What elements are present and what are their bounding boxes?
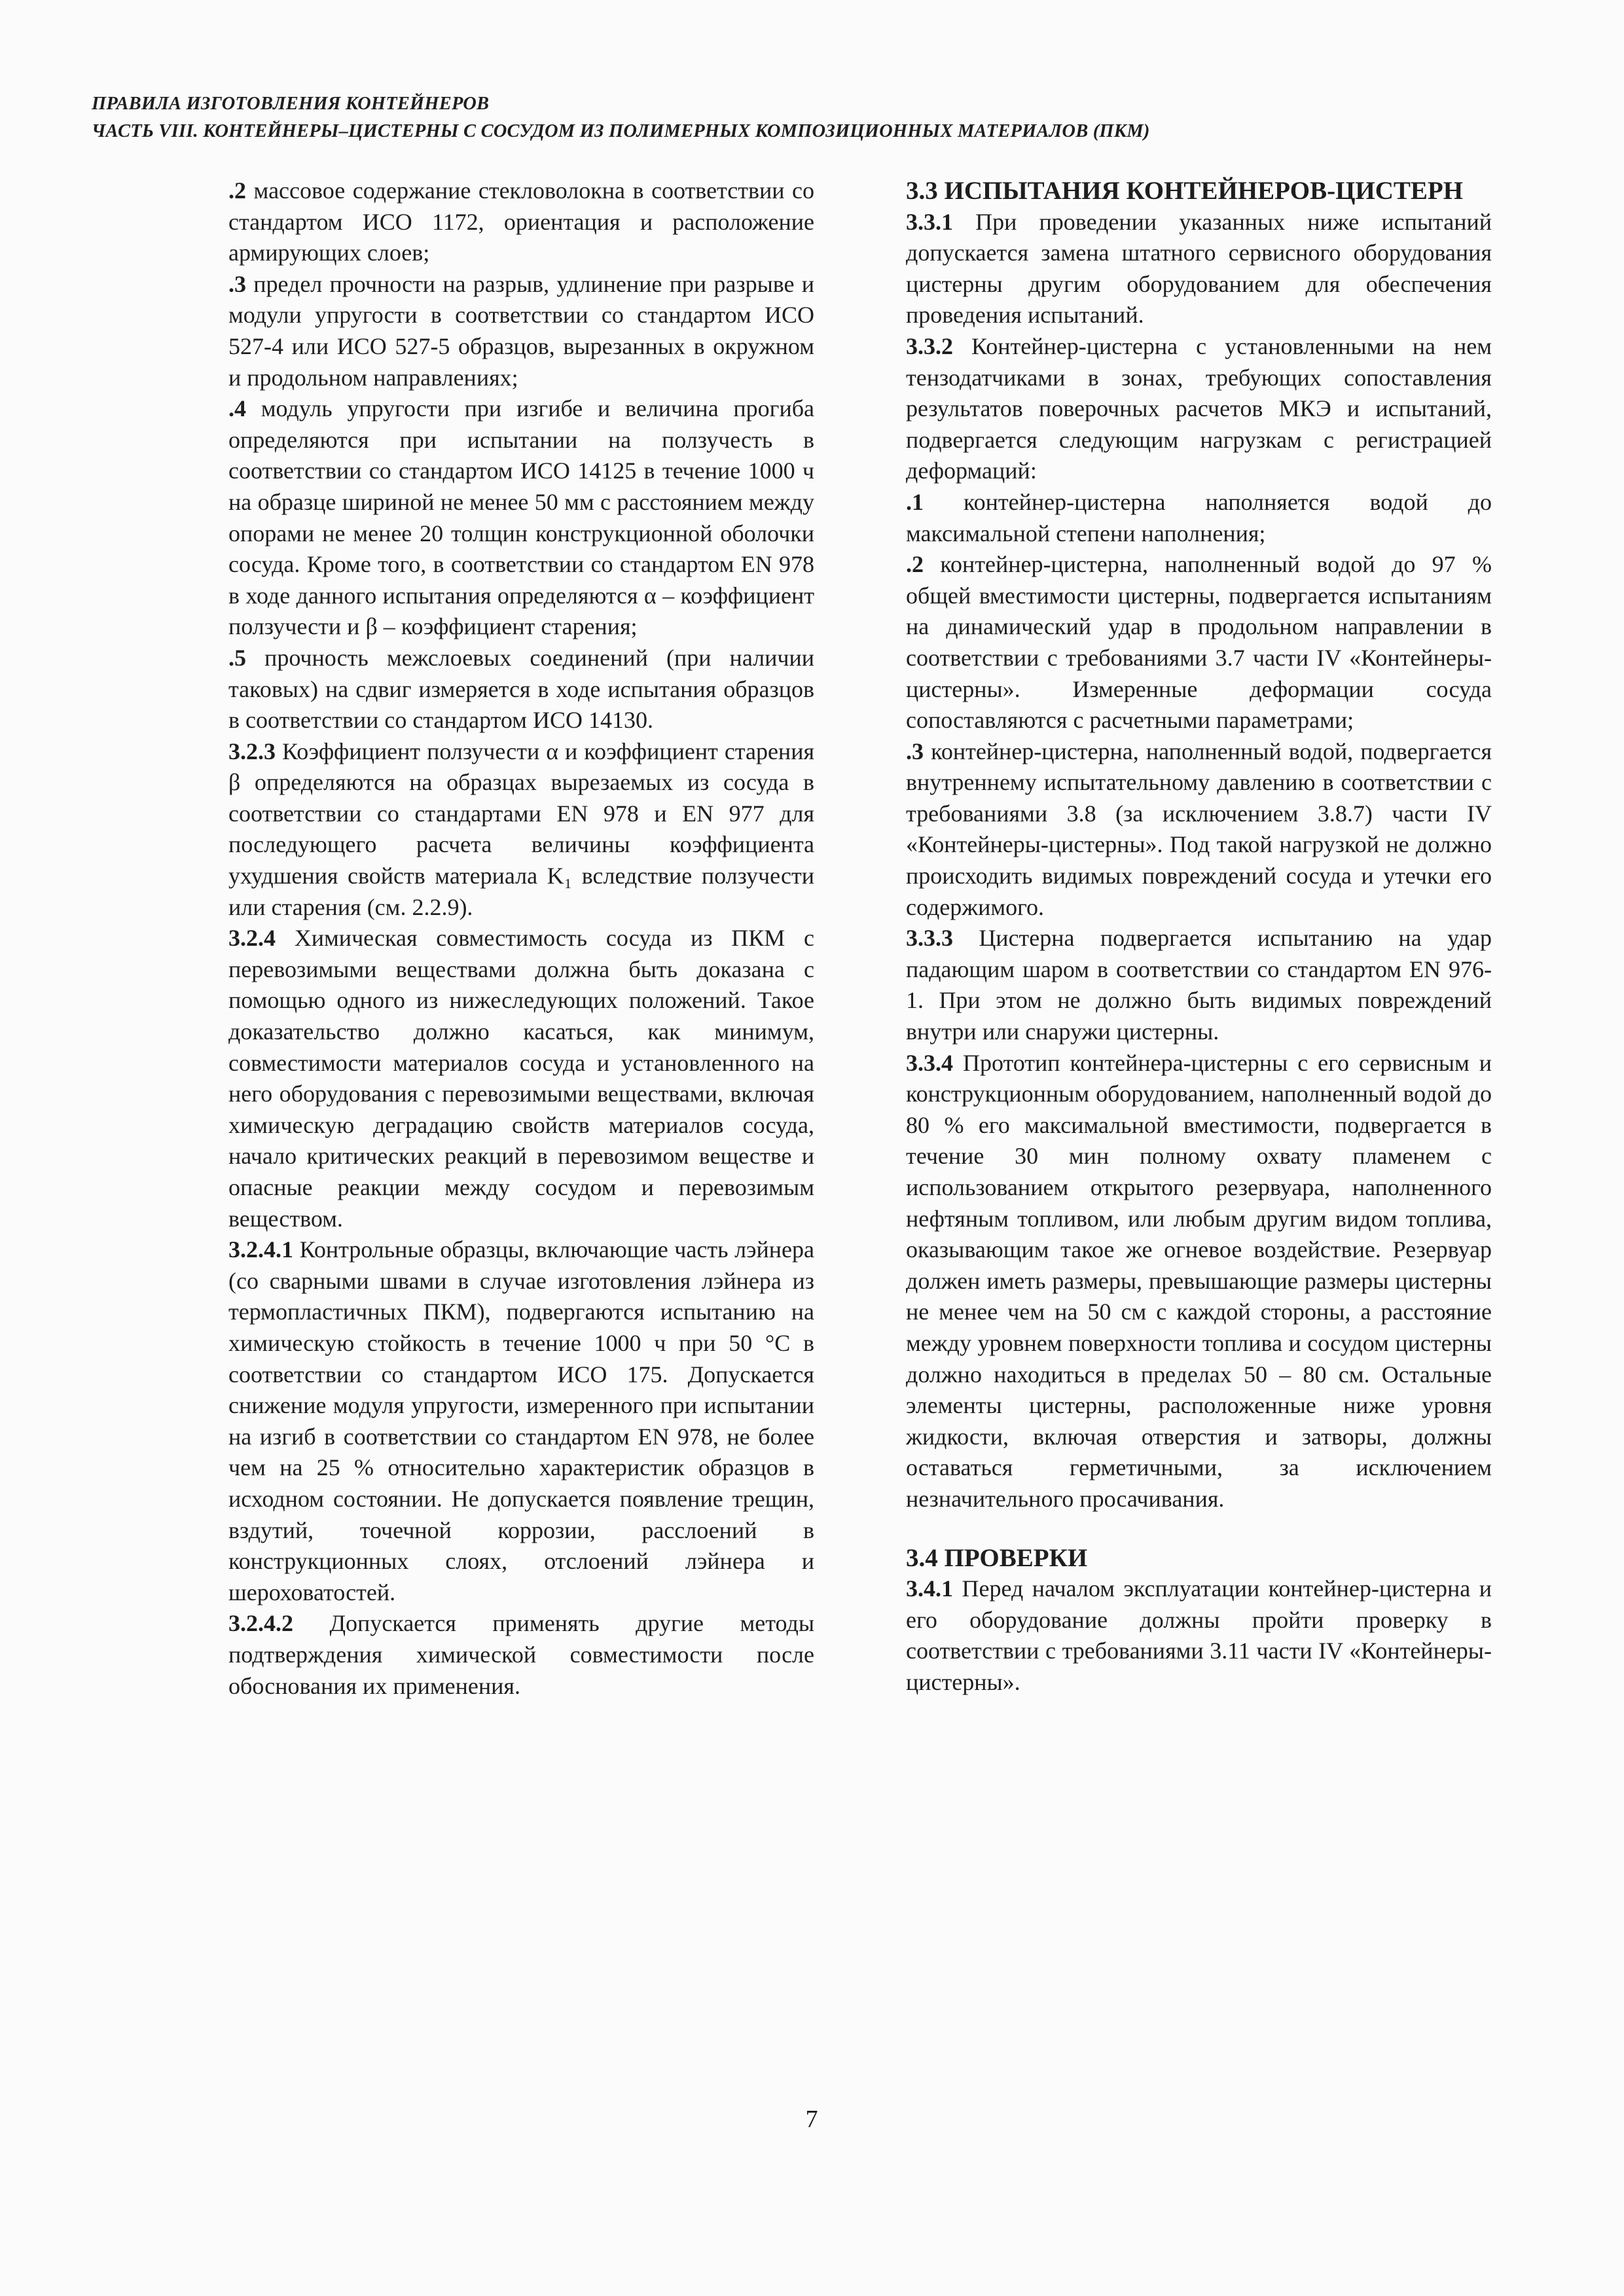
paragraph-label: 3.3.2 [906,332,953,359]
paragraph-text: контейнер-цистерна наполняется водой до максимальной степени наполнения; [906,488,1492,547]
section-heading-3-4: 3.4 ПРОВЕРКИ [906,1543,1088,1572]
paragraph-label: .4 [228,395,246,422]
paragraph-label: .1 [906,488,924,515]
paragraph-text: Контейнер-цистерна с установленными на нем тензодатчиками в зонах, требующих сопоставления результатов поверочных расчетов МКЭ и испытаний, подвергается следующим нагрузкам с регистрацией деформаций: [906,332,1492,484]
paragraph-text: модуль упругости при изгибе и величина прогиба определяются при испытании на ползучесть в соответствии со стандартом ИСО 14125 в течение 1000 ч на образце шириной не менее 50 мм с расстоянием между опорами не менее 20 толщин конструкционной оболочки сосуда. Кроме того, в соответствии со стандартом EN 978 в ходе данного испытания определяются α – коэффициент ползучести и β – коэффициент старения; [228,395,815,640]
paragraph-text: массовое содержание стекловолокна в соответствии со стандартом ИСО 1172, ориентация и расположение армирующих слоев; [228,177,815,266]
paragraph-label: .2 [228,177,246,204]
paragraph-3-2-4 [228,923,814,1234]
paragraph-item-5 [228,643,814,736]
paragraph-label: 3.3.4 [906,1049,953,1076]
paragraph-text: Прототип контейнера-цистерны с его сервисным и конструкционным оборудованием, наполненный водой до 80 % его максимальной вместимости, подвергается в течение 30 мин полному охвату пламенем с использованием открытого резервуара, наполненного нефтяным топливом, или любым другим видом топлива, оказывающим такое же огневое воздействие. Резервуар должен иметь размеры, превышающие размеры цистерны не менее чем на 50 см с каждой стороны, а расстояние между уровнем поверхности топлива и сосудом цистерны должно находиться в пределах 50 – 80 см. Остальные элементы цистерны, расположенные ниже уровня жидкости, включая отверстия и затворы, должны оставаться герметичными, за исключением незначительного просачивания. [906,1049,1492,1512]
page-number: 7 [805,2106,818,2133]
paragraph-text: Химическая совместимость сосуда из ПКМ с перевозимыми веществами должна быть доказана с помощью одного из нижеследующих положений. Такое доказательство должно касаться, как минимум, совместимости материалов сосуда и установленного на него оборудования с перевозимыми веществами, включая химическую деградацию свойств материалов сосуда, начало критических реакций в перевозимом веществе и опасные реакции между сосудом и перевозимым веществом. [228,925,814,1232]
paragraph-text: предел прочности на разрыв, удлинение при разрыве и модули упругости в соответствии со стандартом ИСО 527-4 или ИСО 527-5 образцов, вырезанных в окружном и продольном направлениях; [228,270,815,391]
paragraph-text: Допускается применять другие методы подтверждения химической совместимости после обоснования их применения. [228,1610,815,1699]
running-head-line-2: ЧАСТЬ VIII. КОНТЕЙНЕРЫ–ЦИСТЕРНЫ С СОСУДОМ ИЗ ПОЛИМЕРНЫХ КОМПОЗИЦИОННЫХ МАТЕРИАЛОВ (ПКМ) [92,121,1150,141]
paragraph-text: Контрольные образцы, включающие часть лэйнера (со сварными швами в случае изготовления лэйнера из термопластичных ПКМ), подвергаются испытанию на химическую стойкость в течение 1000 ч при 50 °C в соответствии со стандартом ИСО 175. Допускается снижение модуля упругости, измеренного при испытании на изгиб в соответствии со стандартом EN 978, не более чем на 25 % относительно характеристик образцов в исходном состоянии. Не допускается появление трещин, вздутий, точечной коррозии, расслоений в конструкционных слоях, отслоений лэйнера и шероховатостей. [228,1236,814,1605]
paragraph-label: 3.2.4.2 [228,1610,293,1637]
paragraph-text: При проведении указанных ниже испытаний допускается замена штатного сервисного оборудования цистерны другим оборудованием для обеспечения проведения испытаний. [906,208,1492,329]
paragraph-label: 3.3.3 [906,925,953,952]
paragraph-item-1 [906,487,1492,549]
running-head [92,90,1532,145]
paragraph-item-2 [906,549,1492,736]
paragraph-label: 3.2.4.1 [228,1236,293,1263]
paragraph-text: контейнер-цистерна, наполненный водой до 97 % общей вместимости цистерны, подвергается испытаниям на динамический удар в продольном направлении в соответствии с требованиями 3.7 части IV «Контейнеры-цистерны». Измеренные деформации сосуда сопоставляются с расчетными параметрами; [906,551,1492,734]
paragraph-3-3-4 [906,1048,1492,1515]
paragraph-label: 3.3.1 [906,208,953,235]
paragraph-3-2-4-2 [228,1608,814,1702]
paragraph-label: .3 [906,738,924,764]
paragraph-text: контейнер-цистерна, наполненный водой, подвергается внутреннему испытательному давлению в соответствии с требованиями 3.8 (за исключением 3.8.7) части IV «Контейнеры-цистерны». Под такой нагрузкой не должно происходить видимых повреждений сосуда и утечки его содержимого. [906,738,1492,920]
paragraph-text: прочность межслоевых соединений (при наличии таковых) на сдвиг измеряется в ходе испытания образцов в соответствии со стандартом ИСО 14130. [228,644,814,734]
paragraph-label: 3.4.1 [906,1575,953,1602]
paragraph-3-2-4-1 [228,1234,814,1608]
paragraph-label: 3.2.3 [228,738,276,764]
paragraph-label: .3 [228,270,246,297]
paragraph-3-3-2 [906,331,1492,487]
paragraph-item-3 [906,736,1492,924]
paragraph-label: 3.2.4 [228,925,276,952]
paragraph-item-4 [228,393,814,643]
paragraph-3-4-1 [906,1573,1492,1698]
paragraph-label: .5 [228,644,246,671]
paragraph-text: Цистерна подвергается испытанию на удар падающим шаром в соответствии со стандартом EN 976-1. При этом не должно быть видимых повреждений внутри или снаружи цистерны. [906,925,1492,1045]
left-column [228,175,814,1702]
section-heading-3-3: 3.3 ИСПЫТАНИЯ КОНТЕЙНЕРОВ-ЦИСТЕРН [906,177,1464,205]
paragraph-3-3-1 [906,207,1492,331]
paragraph-text: Коэффициент ползучести α и коэффициент старения β определяются на образцах вырезаемых из сосуда в соответствии со стандартами EN 978 и EN 977 для последующего расчета величины коэффициента ухудшения свойств материала K₁ вследствие ползучести или старения (см. 2.2.9). [228,738,815,920]
paragraph-item-3 [228,269,814,393]
paragraph-text: Перед началом эксплуатации контейнер-цистерна и его оборудование должны пройти проверку в соответствии с требованиями 3.11 части IV «Контейнеры-цистерны». [906,1575,1492,1695]
right-column [906,175,1492,1698]
running-head-line-1: ПРАВИЛА ИЗГОТОВЛЕНИЯ КОНТЕЙНЕРОВ [92,94,490,114]
paragraph-item-2 [228,175,814,269]
paragraph-3-2-3 [228,736,814,924]
paragraph-3-3-3 [906,923,1492,1047]
paragraph-label: .2 [906,551,924,578]
